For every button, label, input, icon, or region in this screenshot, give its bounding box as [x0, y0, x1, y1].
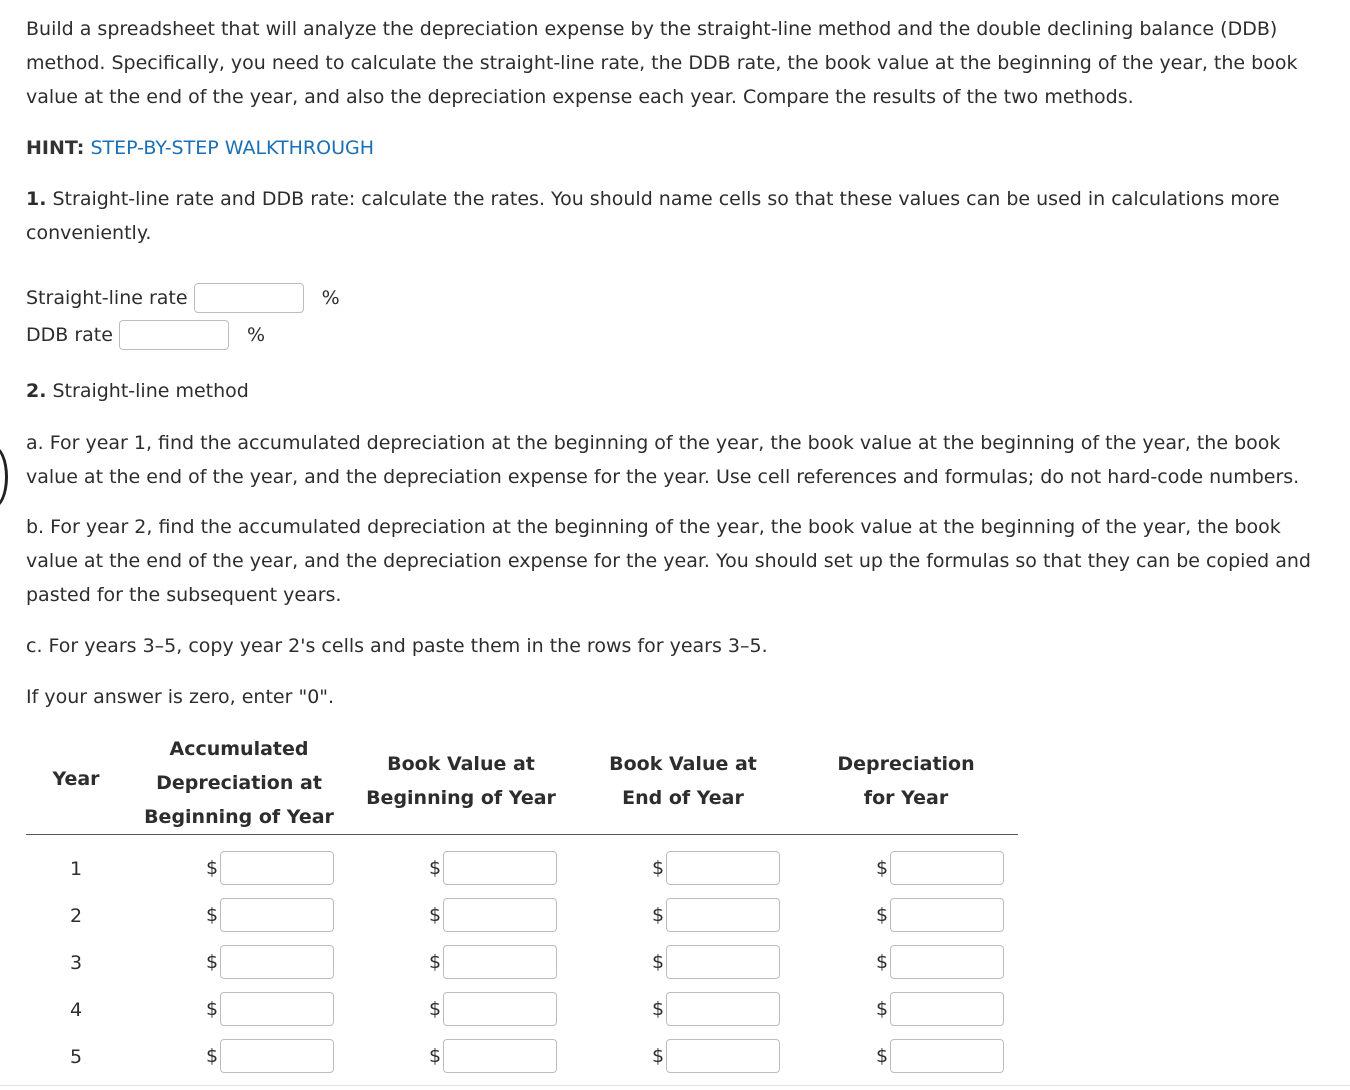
- bv-begin-input-year-3[interactable]: [443, 945, 557, 979]
- dollar-sign: $: [206, 904, 219, 926]
- step1-instructions: [26, 182, 1316, 250]
- dollar-sign: $: [876, 951, 889, 973]
- problem-content: [26, 12, 1336, 1068]
- accum-cell: [206, 992, 334, 1026]
- accum-cell: [206, 898, 334, 932]
- table-row: [26, 1039, 1018, 1075]
- straight-line-rate-row: [26, 283, 340, 313]
- header-depreciation-for-year: Depreciation for Year: [837, 753, 975, 809]
- dollar-sign: $: [876, 857, 889, 879]
- dollar-sign: $: [206, 951, 219, 973]
- dep-cell: [876, 898, 1004, 932]
- dollar-sign: $: [206, 998, 219, 1020]
- bv-end-cell: [652, 945, 780, 979]
- step2-text: Straight-line method: [52, 380, 249, 402]
- instruction-b: b. For year 2, find the accumulated depreciation at the beginning of the year, the book value at the beginning of the year, the book value at the end of the year, and the depreciation expense for the year. You should set up the formulas so that they can be copied and pasted for the subsequent years.: [26, 516, 1311, 606]
- accum-cell: [206, 851, 334, 885]
- accum-cell: [206, 1039, 334, 1073]
- dep-input-year-4[interactable]: [890, 992, 1004, 1026]
- bv-begin-cell: [429, 992, 557, 1026]
- dollar-sign: $: [206, 857, 219, 879]
- intro-text: Build a spreadsheet that will analyze the depreciation expense by the straight-line method and the double declining balance (DDB) method. Specifically, you need to calculate the straight-line rate, the DDB rate, the book value at the beginning of the year, the book value at the end of the year, and also the depreciation expense each year. Compare the results of the two methods.: [26, 18, 1298, 108]
- dollar-sign: $: [652, 1045, 665, 1067]
- hint-line: [26, 134, 374, 162]
- accum-input-year-4[interactable]: [220, 992, 334, 1026]
- bv-end-input-year-5[interactable]: [666, 1039, 780, 1073]
- accum-input-year-2[interactable]: [220, 898, 334, 932]
- accum-input-year-1[interactable]: [220, 851, 334, 885]
- ddb-rate-row: [26, 320, 265, 350]
- ddb-rate-unit: %: [246, 324, 265, 346]
- step2-heading: [26, 374, 249, 408]
- depreciation-table: [26, 732, 1018, 1068]
- hint-walkthrough-link[interactable]: STEP-BY-STEP WALKTHROUGH: [90, 137, 374, 159]
- table-row: [26, 898, 1018, 934]
- year-number: 1: [69, 858, 83, 880]
- dep-cell: [876, 945, 1004, 979]
- bv-end-cell: [652, 851, 780, 885]
- accum-input-year-5[interactable]: [220, 1039, 334, 1073]
- bv-end-input-year-1[interactable]: [666, 851, 780, 885]
- accum-cell: [206, 945, 334, 979]
- header-accumulated-depreciation: Accumulated Depreciation at Beginning of Year: [144, 738, 334, 828]
- bv-end-input-year-2[interactable]: [666, 898, 780, 932]
- bv-begin-cell: [429, 945, 557, 979]
- year-number: 2: [69, 905, 83, 927]
- dollar-sign: $: [876, 998, 889, 1020]
- header-book-value-beginning: Book Value at Beginning of Year: [366, 753, 556, 809]
- bv-end-cell: [652, 992, 780, 1026]
- instruction-a: a. For year 1, find the accumulated depreciation at the beginning of the year, the book value at the beginning of the year, the book value at the end of the year, and the depreciation expense for the year. Use cell references and formulas; do not hard-code numbers.: [26, 432, 1300, 488]
- straight-line-rate-unit: %: [321, 287, 340, 309]
- dollar-sign: $: [652, 857, 665, 879]
- dollar-sign: $: [652, 904, 665, 926]
- dep-cell: [876, 851, 1004, 885]
- straight-line-rate-label: Straight-line rate: [26, 287, 188, 309]
- bv-begin-cell: [429, 851, 557, 885]
- bv-begin-input-year-4[interactable]: [443, 992, 557, 1026]
- instruction-c: c. For years 3–5, copy year 2's cells and paste them in the rows for years 3–5.: [26, 635, 768, 657]
- bv-end-input-year-3[interactable]: [666, 945, 780, 979]
- dep-cell: [876, 1039, 1004, 1073]
- step1-text: Straight-line rate and DDB rate: calculate the rates. You should name cells so that these values can be used in calculations more conveniently.: [26, 188, 1280, 244]
- bv-end-input-year-4[interactable]: [666, 992, 780, 1026]
- bv-end-cell: [652, 898, 780, 932]
- dep-cell: [876, 992, 1004, 1026]
- dollar-sign: $: [429, 998, 442, 1020]
- table-row: [26, 992, 1018, 1028]
- bv-begin-cell: [429, 1039, 557, 1073]
- side-ring-indicator: [0, 446, 8, 508]
- year-number: 4: [69, 999, 83, 1021]
- bv-begin-cell: [429, 898, 557, 932]
- ddb-rate-label: DDB rate: [26, 324, 113, 346]
- dollar-sign: $: [206, 1045, 219, 1067]
- header-book-value-end: Book Value at End of Year: [609, 753, 757, 809]
- year-number: 5: [69, 1046, 83, 1068]
- dollar-sign: $: [429, 857, 442, 879]
- bv-end-cell: [652, 1039, 780, 1073]
- dollar-sign: $: [429, 951, 442, 973]
- bv-begin-input-year-5[interactable]: [443, 1039, 557, 1073]
- dep-input-year-5[interactable]: [890, 1039, 1004, 1073]
- dollar-sign: $: [429, 904, 442, 926]
- table-row: [26, 945, 1018, 981]
- step1-number: 1.: [26, 188, 47, 210]
- accum-input-year-3[interactable]: [220, 945, 334, 979]
- dollar-sign: $: [429, 1045, 442, 1067]
- ddb-rate-input[interactable]: [119, 320, 229, 350]
- bv-begin-input-year-2[interactable]: [443, 898, 557, 932]
- table-row: [26, 851, 1018, 887]
- step2-number: 2.: [26, 380, 47, 402]
- dollar-sign: $: [876, 904, 889, 926]
- header-year: Year: [52, 768, 100, 790]
- dollar-sign: $: [876, 1045, 889, 1067]
- dollar-sign: $: [652, 998, 665, 1020]
- dep-input-year-1[interactable]: [890, 851, 1004, 885]
- year-number: 3: [69, 952, 83, 974]
- bottom-divider: [0, 1085, 1350, 1086]
- straight-line-rate-input[interactable]: [194, 283, 304, 313]
- dollar-sign: $: [652, 951, 665, 973]
- table-header: [26, 732, 1018, 835]
- bv-begin-input-year-1[interactable]: [443, 851, 557, 885]
- dep-input-year-2[interactable]: [890, 898, 1004, 932]
- zero-note: If your answer is zero, enter "0".: [26, 686, 335, 708]
- hint-label: HINT:: [26, 137, 85, 159]
- dep-input-year-3[interactable]: [890, 945, 1004, 979]
